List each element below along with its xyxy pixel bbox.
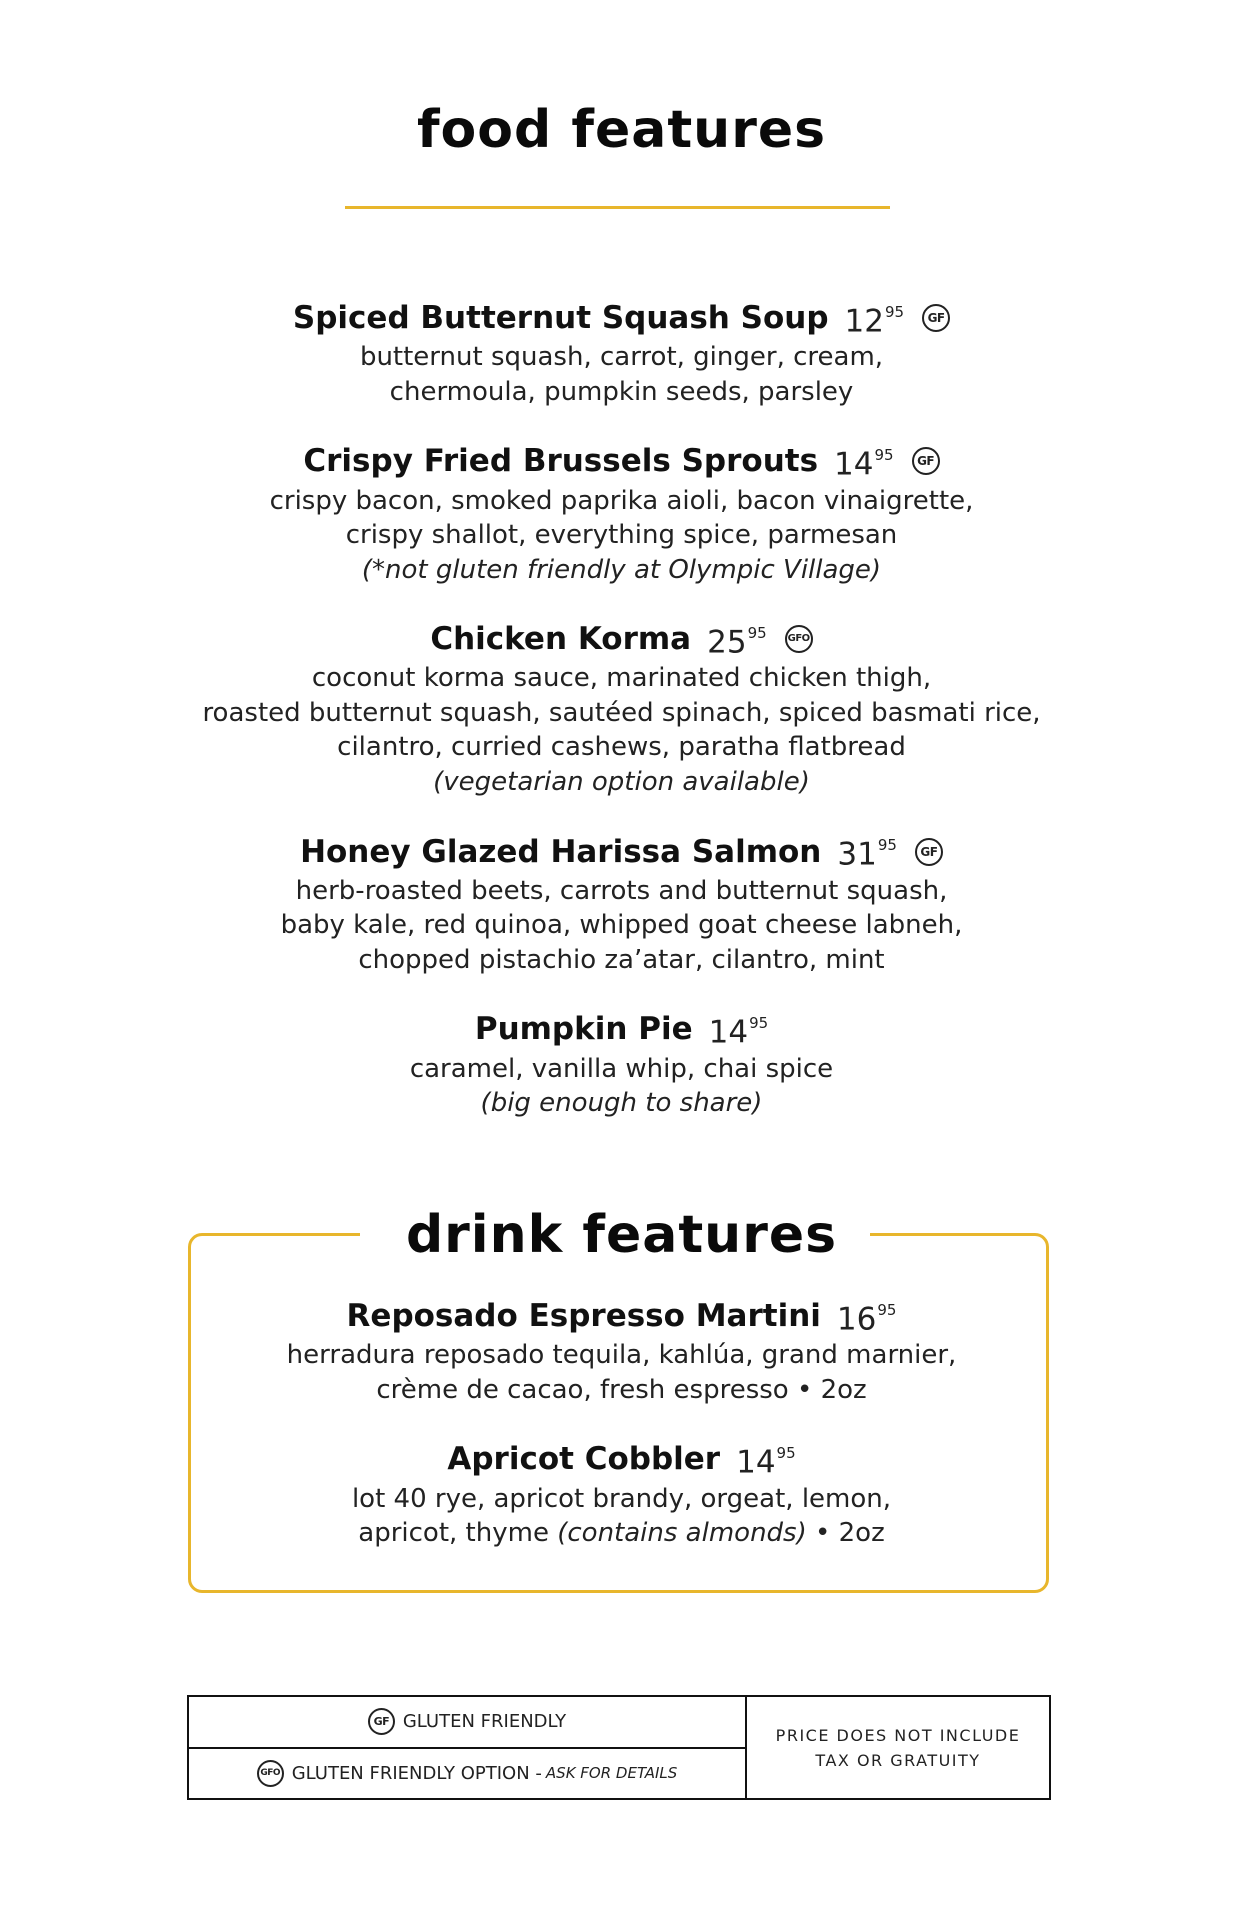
drink-features-title: drink features [405,1205,838,1265]
item-name: Spiced Butternut Squash Soup [292,300,829,337]
item-description: herb-roasted beets, carrots and butternut squash, [295,875,948,906]
item-description: crème de cacao, fresh espresso • 2oz [376,1374,867,1405]
menu-item [0,617,1243,799]
item-note: (*not gluten friendly at Olympic Village) [361,554,882,585]
gluten-friendly-icon: GF [915,838,943,866]
item-description: herradura reposado tequila, kahlúa, grand marnier, [286,1340,957,1371]
item-description: apricot, thyme (contains almonds) • 2oz [358,1518,885,1549]
title-divider [345,206,890,209]
item-price: $14^{95}$ [736,1444,796,1481]
item-note: (vegetarian option available) [433,766,810,797]
item-name: Honey Glazed Harissa Salmon [300,833,822,870]
item-price: $16^{95}$ [836,1301,897,1338]
legend-gfo-row [189,1747,745,1799]
item-description: chopped pistachio za’atar, cilantro, mint [358,944,885,975]
item-name: Reposado Espresso Martini [346,1298,821,1335]
item-description: crispy bacon, smoked paprika aioli, bacon vinaigrette, [269,485,974,516]
item-description: caramel, vanilla whip, chai spice [409,1053,834,1084]
item-description: lot 40 rye, apricot brandy, orgeat, lemon, [351,1483,892,1514]
legend-gfo-note: ASK FOR DETAILS [545,1764,678,1783]
item-description: coconut korma sauce, marinated chicken thigh, [311,663,932,694]
item-price: $12^{95}$ [844,303,905,340]
gluten-friendly-icon: GF [912,447,940,475]
menu-item [0,829,1243,977]
item-price: $25^{95}$ [707,624,767,661]
gluten-friendly-icon: GF [368,1708,395,1735]
item-name: Crispy Fried Brussels Sprouts [303,443,819,480]
price-disclaimer: PRICE DOES NOT INCLUDE TAX OR GRATUITY [775,1725,1021,1770]
item-description: butternut squash, carrot, ginger, cream, [359,342,884,373]
food-features-title: food features [416,100,827,160]
item-price: $14^{95}$ [708,1014,769,1051]
drink-item [0,1437,1243,1550]
item-name: Apricot Cobbler [447,1441,721,1478]
item-price: $14^{95}$ [834,446,894,483]
item-description: crispy shallot, everything spice, parmesan [345,520,898,551]
item-price: $31^{95}$ [837,836,897,873]
gluten-friendly-option-icon: GFO [257,1760,284,1787]
gluten-friendly-option-icon: GFO [785,625,813,653]
food-items-list [0,296,1243,1151]
legend-gf-row [189,1697,745,1747]
item-name: Chicken Korma [430,621,692,658]
item-description: roasted butternut squash, sautéed spinach, spiced basmati rice, [202,697,1041,728]
legend-box [187,1695,1051,1800]
gluten-friendly-icon: GF [922,304,950,332]
legend-gf-label: GLUTEN FRIENDLY [402,1711,567,1733]
item-description: chermoula, pumpkin seeds, parsley [389,376,854,407]
item-note: (big enough to share) [480,1088,763,1119]
drink-items-list [0,1294,1243,1581]
item-description: cilantro, curried cashews, paratha flatbread [337,732,906,763]
drink-item [0,1294,1243,1407]
menu-item [0,439,1243,587]
item-description: baby kale, red quinoa, whipped goat cheese labneh, [280,910,963,941]
menu-item [0,296,1243,409]
menu-item [0,1007,1243,1120]
item-name: Pumpkin Pie [474,1011,693,1048]
legend-gfo-label: GLUTEN FRIENDLY OPTION - [291,1762,542,1784]
